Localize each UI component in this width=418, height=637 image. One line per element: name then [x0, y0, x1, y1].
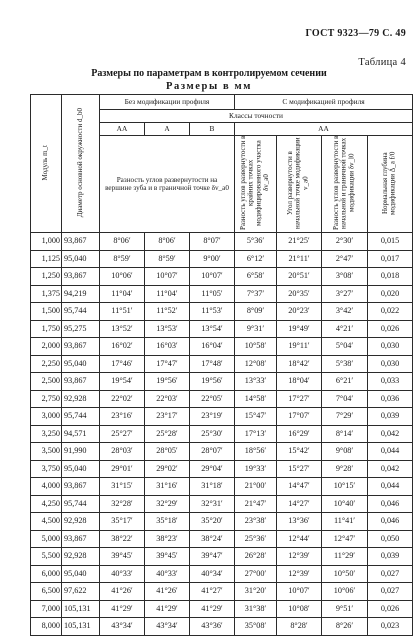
cell-aa: 10°06′: [100, 268, 145, 286]
cell-aa: 43°34′: [100, 618, 145, 636]
cell-a: 39°45′: [145, 548, 190, 566]
class-b: В: [190, 123, 235, 136]
cell-aa: 28°03′: [100, 443, 145, 461]
cell-normal-depth: 0,046: [368, 495, 413, 513]
group-without-mod: Без модификации профиля: [100, 95, 235, 110]
cell-aa: 41°29′: [100, 600, 145, 618]
cell-aa-mod-diff: 9°31′: [235, 320, 277, 338]
cell-angle-start: 8°28′: [277, 618, 322, 636]
cell-aa: 39°45′: [100, 548, 145, 566]
cell-b: 35°20′: [190, 513, 235, 531]
cell-a: 22°03′: [145, 390, 190, 408]
cell-angle-boundary: 9°08′: [322, 443, 368, 461]
cell-normal-depth: 0,044: [368, 443, 413, 461]
cell-base-diameter: 93,867: [62, 530, 100, 548]
table-row: [31, 250, 413, 268]
cell-angle-start: 21°11′: [277, 250, 322, 268]
cell-a: 11°52′: [145, 303, 190, 321]
cell-module: 5,500: [31, 548, 62, 566]
cell-angle-boundary: 7°29′: [322, 408, 368, 426]
col-module-label: Модуль m_t: [41, 145, 50, 181]
cell-base-diameter: 92,928: [62, 548, 100, 566]
table-row: [31, 320, 413, 338]
cell-base-diameter: 105,131: [62, 618, 100, 636]
cell-normal-depth: 0,042: [368, 460, 413, 478]
cell-angle-start: 18°04′: [277, 373, 322, 391]
table-row: [31, 530, 413, 548]
cell-angle-start: 15°42′: [277, 443, 322, 461]
cell-angle-start: 12°39′: [277, 548, 322, 566]
cell-aa-mod-diff: 25°36′: [235, 530, 277, 548]
cell-b: 17°48′: [190, 355, 235, 373]
col-angle-diff-label: Разность углов развернутости на вершине зуба и в граничной точке δv_a0: [105, 175, 229, 192]
cell-normal-depth: 0,027: [368, 583, 413, 601]
cell-module: 1,500: [31, 303, 62, 321]
cell-b: 22°05′: [190, 390, 235, 408]
cell-angle-boundary: 2°47′: [322, 250, 368, 268]
cell-a: 10°07′: [145, 268, 190, 286]
cell-angle-boundary: 3°08′: [322, 268, 368, 286]
cell-aa-mod-diff: 12°08′: [235, 355, 277, 373]
table-row: [31, 618, 413, 636]
cell-aa-mod-diff: 6°58′: [235, 268, 277, 286]
cell-angle-boundary: 10°06′: [322, 583, 368, 601]
cell-b: 40°34′: [190, 565, 235, 583]
cell-module: 3,500: [31, 443, 62, 461]
cell-normal-depth: 0,036: [368, 390, 413, 408]
col-angle-diff: [100, 136, 235, 233]
cell-module: 1,125: [31, 250, 62, 268]
cell-angle-start: 20°35′: [277, 285, 322, 303]
cell-base-diameter: 95,040: [62, 250, 100, 268]
table-label: Таблица 4: [358, 57, 406, 68]
cell-angle-start: 20°51′: [277, 268, 322, 286]
cell-normal-depth: 0,039: [368, 408, 413, 426]
table-row: [31, 478, 413, 496]
cell-module: 4,000: [31, 478, 62, 496]
cell-aa-mod-diff: 10°58′: [235, 338, 277, 356]
cell-angle-boundary: 9°51′: [322, 600, 368, 618]
cell-angle-boundary: 3°42′: [322, 303, 368, 321]
cell-angle-boundary: 9°28′: [322, 460, 368, 478]
cell-aa-mod-diff: 31°20′: [235, 583, 277, 601]
cell-a: 29°02′: [145, 460, 190, 478]
cell-aa-mod-diff: 19°33′: [235, 460, 277, 478]
cell-angle-boundary: 3°27′: [322, 285, 368, 303]
cell-aa-mod-diff: 6°12′: [235, 250, 277, 268]
cell-base-diameter: 91,990: [62, 443, 100, 461]
group-accuracy-classes: Классы точности: [100, 110, 413, 123]
cell-aa-mod-diff: 21°47′: [235, 495, 277, 513]
cell-aa: 32°28′: [100, 495, 145, 513]
cell-normal-depth: 0,022: [368, 303, 413, 321]
cell-angle-start: 17°27′: [277, 390, 322, 408]
table-row: [31, 548, 413, 566]
cell-a: 38°23′: [145, 530, 190, 548]
cell-aa-mod-diff: 18°56′: [235, 443, 277, 461]
cell-a: 17°47′: [145, 355, 190, 373]
cell-aa: 17°46′: [100, 355, 145, 373]
cell-base-diameter: 93,867: [62, 233, 100, 251]
cell-aa: 22°02′: [100, 390, 145, 408]
cell-aa: 23°16′: [100, 408, 145, 426]
cell-a: 41°29′: [145, 600, 190, 618]
table-row: [31, 233, 413, 251]
cell-b: 38°24′: [190, 530, 235, 548]
cell-normal-depth: 0,044: [368, 478, 413, 496]
table-title: Размеры по параметрам в контролируемом сечении: [91, 68, 327, 79]
cell-base-diameter: 95,040: [62, 460, 100, 478]
cell-aa: 11°51′: [100, 303, 145, 321]
cell-b: 11°05′: [190, 285, 235, 303]
table-row: [31, 443, 413, 461]
cell-angle-boundary: 8°26′: [322, 618, 368, 636]
cell-angle-start: 15°27′: [277, 460, 322, 478]
col-module: [31, 95, 62, 233]
cell-base-diameter: 92,928: [62, 513, 100, 531]
cell-base-diameter: 95,744: [62, 303, 100, 321]
table-row: [31, 425, 413, 443]
cell-a: 32°29′: [145, 495, 190, 513]
group-with-mod: С модификацией профиля: [235, 95, 413, 110]
table-row: [31, 513, 413, 531]
cell-b: 43°36′: [190, 618, 235, 636]
cell-angle-start: 12°39′: [277, 565, 322, 583]
cell-aa: 31°15′: [100, 478, 145, 496]
cell-a: 28°05′: [145, 443, 190, 461]
cell-aa: 19°54′: [100, 373, 145, 391]
table-row: [31, 583, 413, 601]
document-header: ГОСТ 9323—79 С. 49: [305, 28, 406, 39]
cell-aa: 13°52′: [100, 320, 145, 338]
cell-a: 25°28′: [145, 425, 190, 443]
cell-module: 2,000: [31, 338, 62, 356]
table-row: [31, 460, 413, 478]
col-base-diameter: [62, 95, 100, 233]
cell-aa-mod-diff: 17°13′: [235, 425, 277, 443]
cell-module: 1,000: [31, 233, 62, 251]
cell-aa-mod-diff: 31°38′: [235, 600, 277, 618]
cell-aa-mod-diff: 7°37′: [235, 285, 277, 303]
col-normal-depth-label: Нормальная глубина модификации Δ_a f/0: [381, 151, 398, 215]
cell-a: 11°04′: [145, 285, 190, 303]
cell-module: 2,750: [31, 390, 62, 408]
cell-aa: 8°59′: [100, 250, 145, 268]
cell-normal-depth: 0,030: [368, 355, 413, 373]
cell-b: 31°18′: [190, 478, 235, 496]
cell-angle-boundary: 2°30′: [322, 233, 368, 251]
cell-aa-mod-diff: 27°00′: [235, 565, 277, 583]
cell-angle-boundary: 10°15′: [322, 478, 368, 496]
cell-module: 7,000: [31, 600, 62, 618]
cell-module: 3,750: [31, 460, 62, 478]
cell-a: 41°26′: [145, 583, 190, 601]
cell-aa-mod-diff: 14°58′: [235, 390, 277, 408]
cell-module: 1,250: [31, 268, 62, 286]
cell-b: 10°07′: [190, 268, 235, 286]
cell-base-diameter: 95,040: [62, 355, 100, 373]
cell-angle-boundary: 12°47′: [322, 530, 368, 548]
cell-normal-depth: 0,026: [368, 600, 413, 618]
col-angle-diff-mod: [235, 136, 277, 233]
cell-aa-mod-diff: 15°47′: [235, 408, 277, 426]
cell-aa: 41°26′: [100, 583, 145, 601]
cell-aa-mod-diff: 21°00′: [235, 478, 277, 496]
cell-angle-boundary: 4°21′: [322, 320, 368, 338]
cell-angle-start: 18°42′: [277, 355, 322, 373]
cell-a: 16°03′: [145, 338, 190, 356]
col-angle-diff-mod-label: Разность углов развернутости в крайних точках модифицированного участка δv_a0: [239, 136, 271, 231]
cell-base-diameter: 95,744: [62, 408, 100, 426]
cell-module: 2,500: [31, 373, 62, 391]
cell-aa: 8°06′: [100, 233, 145, 251]
cell-normal-depth: 0,039: [368, 548, 413, 566]
cell-base-diameter: 95,040: [62, 565, 100, 583]
cell-angle-boundary: 5°04′: [322, 338, 368, 356]
cell-normal-depth: 0,050: [368, 530, 413, 548]
cell-module: 4,500: [31, 513, 62, 531]
cell-module: 2,250: [31, 355, 62, 373]
cell-angle-boundary: 10°50′: [322, 565, 368, 583]
cell-normal-depth: 0,015: [368, 233, 413, 251]
cell-a: 43°34′: [145, 618, 190, 636]
col-angle-start-label: Угол развернутости в начальной точке модификации v_a0: [286, 137, 310, 230]
cell-module: 1,750: [31, 320, 62, 338]
cell-b: 25°30′: [190, 425, 235, 443]
cell-a: 8°59′: [145, 250, 190, 268]
cell-module: 3,000: [31, 408, 62, 426]
cell-aa-mod-diff: 8°09′: [235, 303, 277, 321]
cell-angle-boundary: 11°41′: [322, 513, 368, 531]
cell-angle-boundary: 7°04′: [322, 390, 368, 408]
cell-module: 5,000: [31, 530, 62, 548]
class-a: А: [145, 123, 190, 136]
cell-angle-start: 14°47′: [277, 478, 322, 496]
cell-angle-start: 12°44′: [277, 530, 322, 548]
table-row: [31, 338, 413, 356]
cell-normal-depth: 0,042: [368, 425, 413, 443]
cell-module: 1,375: [31, 285, 62, 303]
cell-aa-mod-diff: 35°08′: [235, 618, 277, 636]
cell-angle-start: 13°36′: [277, 513, 322, 531]
cell-b: 19°56′: [190, 373, 235, 391]
cell-aa: 29°01′: [100, 460, 145, 478]
cell-base-diameter: 93,867: [62, 373, 100, 391]
cell-base-diameter: 93,867: [62, 338, 100, 356]
cell-aa-mod-diff: 13°33′: [235, 373, 277, 391]
table-row: [31, 303, 413, 321]
cell-normal-depth: 0,018: [368, 268, 413, 286]
col-normal-depth: [368, 136, 413, 233]
cell-aa: 38°22′: [100, 530, 145, 548]
cell-angle-start: 14°27′: [277, 495, 322, 513]
table-subtitle: Размеры в мм: [165, 81, 252, 92]
cell-base-diameter: 105,131: [62, 600, 100, 618]
cell-module: 8,000: [31, 618, 62, 636]
cell-normal-depth: 0,020: [368, 285, 413, 303]
cell-b: 8°07′: [190, 233, 235, 251]
cell-angle-start: 17°07′: [277, 408, 322, 426]
cell-angle-boundary: 6°21′: [322, 373, 368, 391]
cell-module: 4,250: [31, 495, 62, 513]
table-row: [31, 408, 413, 426]
cell-aa-mod-diff: 5°36′: [235, 233, 277, 251]
cell-angle-start: 20°23′: [277, 303, 322, 321]
cell-b: 16°04′: [190, 338, 235, 356]
cell-normal-depth: 0,033: [368, 373, 413, 391]
cell-angle-start: 10°08′: [277, 600, 322, 618]
table-row: [31, 390, 413, 408]
cell-base-diameter: 94,571: [62, 425, 100, 443]
cell-a: 19°56′: [145, 373, 190, 391]
class-aa-mod: АА: [235, 123, 413, 136]
cell-aa-mod-diff: 23°38′: [235, 513, 277, 531]
cell-normal-depth: 0,030: [368, 338, 413, 356]
table-body: [31, 233, 413, 636]
cell-base-diameter: 92,928: [62, 390, 100, 408]
cell-angle-start: 21°25′: [277, 233, 322, 251]
table-row: [31, 495, 413, 513]
cell-b: 29°04′: [190, 460, 235, 478]
cell-module: 6,500: [31, 583, 62, 601]
cell-b: 41°29′: [190, 600, 235, 618]
cell-base-diameter: 93,867: [62, 268, 100, 286]
cell-angle-start: 10°07′: [277, 583, 322, 601]
cell-a: 40°33′: [145, 565, 190, 583]
cell-angle-start: 16°29′: [277, 425, 322, 443]
cell-b: 28°07′: [190, 443, 235, 461]
table-row: [31, 285, 413, 303]
cell-base-diameter: 95,275: [62, 320, 100, 338]
cell-b: 41°27′: [190, 583, 235, 601]
cell-b: 39°47′: [190, 548, 235, 566]
cell-aa: 35°17′: [100, 513, 145, 531]
table-row: [31, 268, 413, 286]
cell-angle-boundary: 10°40′: [322, 495, 368, 513]
cell-a: 31°16′: [145, 478, 190, 496]
cell-normal-depth: 0,046: [368, 513, 413, 531]
table-row: [31, 600, 413, 618]
cell-aa: 40°33′: [100, 565, 145, 583]
cell-base-diameter: 94,219: [62, 285, 100, 303]
cell-angle-boundary: 11°29′: [322, 548, 368, 566]
cell-normal-depth: 0,026: [368, 320, 413, 338]
cell-module: 6,000: [31, 565, 62, 583]
col-angle-boundary: [322, 136, 368, 233]
parameters-table: [30, 94, 413, 636]
cell-angle-start: 19°11′: [277, 338, 322, 356]
class-aa: АА: [100, 123, 145, 136]
cell-angle-boundary: 8°14′: [322, 425, 368, 443]
cell-b: 13°54′: [190, 320, 235, 338]
cell-aa: 16°02′: [100, 338, 145, 356]
col-angle-start: [277, 136, 322, 233]
cell-b: 11°53′: [190, 303, 235, 321]
cell-normal-depth: 0,017: [368, 250, 413, 268]
cell-base-diameter: 95,744: [62, 495, 100, 513]
cell-normal-depth: 0,023: [368, 618, 413, 636]
cell-a: 8°06′: [145, 233, 190, 251]
cell-a: 35°18′: [145, 513, 190, 531]
col-angle-boundary-label: Разность углов развернутости в начальной и граничной точках модификации δv_l0: [331, 136, 356, 231]
cell-b: 32°31′: [190, 495, 235, 513]
cell-b: 23°19′: [190, 408, 235, 426]
cell-base-diameter: 97,622: [62, 583, 100, 601]
cell-aa-mod-diff: 26°28′: [235, 548, 277, 566]
col-base-diameter-label: Диаметр основной окружности d_b0: [75, 108, 84, 218]
cell-angle-boundary: 5°38′: [322, 355, 368, 373]
cell-a: 13°53′: [145, 320, 190, 338]
cell-base-diameter: 93,867: [62, 478, 100, 496]
cell-normal-depth: 0,027: [368, 565, 413, 583]
cell-aa: 25°27′: [100, 425, 145, 443]
cell-angle-start: 19°49′: [277, 320, 322, 338]
table-row: [31, 355, 413, 373]
cell-module: 3,250: [31, 425, 62, 443]
cell-b: 9°00′: [190, 250, 235, 268]
cell-a: 23°17′: [145, 408, 190, 426]
table-row: [31, 565, 413, 583]
cell-aa: 11°04′: [100, 285, 145, 303]
table-row: [31, 373, 413, 391]
